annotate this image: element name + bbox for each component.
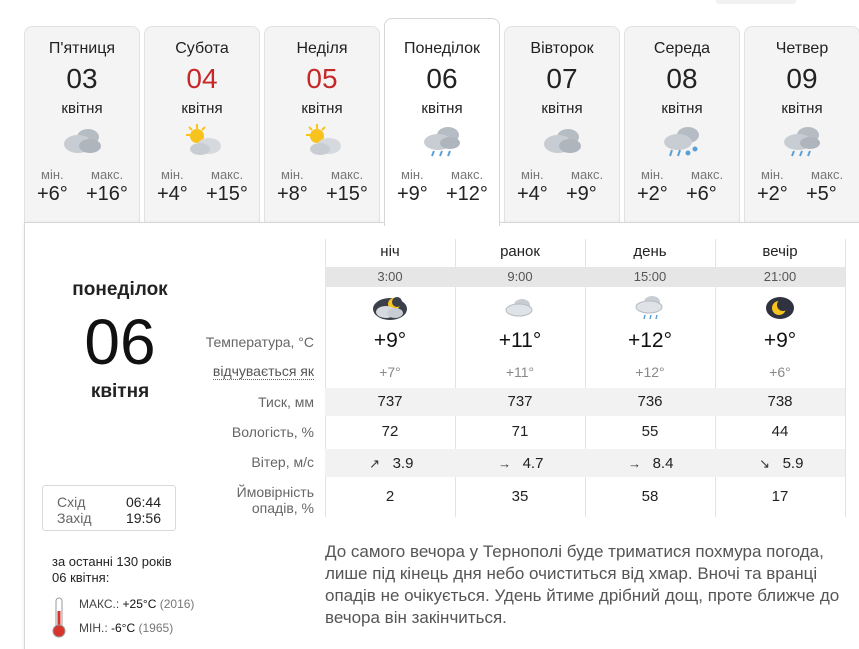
- cloudy-icon: [542, 122, 584, 160]
- tab-day-number: 04: [186, 63, 218, 94]
- period-wind: [585, 455, 715, 472]
- tab-weekday: Субота: [175, 40, 229, 57]
- wind-label: Вітер, м/с: [251, 454, 314, 470]
- selected-weekday: понеділок: [72, 279, 168, 300]
- precipitation-label-line2: опадів, %: [251, 500, 314, 516]
- column-divider: [845, 239, 846, 517]
- period-wind: [455, 455, 585, 472]
- period-precipitation: 17: [771, 488, 789, 505]
- tab-min-temp: +4°: [157, 183, 188, 205]
- tab-month: квітня: [781, 100, 823, 117]
- partly-sunny-icon: [182, 122, 224, 160]
- tab-weekday: Вівторок: [530, 40, 594, 57]
- tab-max-temp: +6°: [686, 183, 717, 205]
- wind-speed: 3.9: [392, 455, 414, 472]
- light-rain-icon: [631, 293, 669, 323]
- sunrise-time: 06:44: [125, 494, 161, 510]
- period-pressure: 737: [377, 393, 403, 410]
- history-date: 06 квітня:: [52, 570, 110, 585]
- tab-month: квітня: [301, 100, 343, 117]
- period-humidity: 44: [771, 423, 789, 440]
- period-name: день: [633, 243, 667, 260]
- tab-min-temp: +8°: [277, 183, 308, 205]
- wind-direction-icon: ↗: [369, 456, 381, 471]
- tab-day-number: 06: [426, 63, 458, 94]
- period-time: 15:00: [633, 269, 667, 284]
- day-tab-0[interactable]: [24, 26, 140, 222]
- precipitation-label: [237, 484, 314, 516]
- tab-max-temp: +16°: [86, 183, 128, 205]
- period-temperature: +9°: [373, 329, 407, 352]
- day-tab-2[interactable]: [264, 26, 380, 222]
- tab-month: квітня: [421, 100, 463, 117]
- tab-day-number: 03: [66, 63, 98, 94]
- humidity-label: Вологість, %: [231, 424, 314, 440]
- history-max-label: МАКС.:: [79, 597, 120, 611]
- tab-min-temp: +2°: [637, 183, 668, 205]
- selected-month: квітня: [90, 381, 150, 402]
- period-feels-like: +12°: [635, 364, 665, 380]
- period-temperature: +11°: [498, 329, 542, 352]
- tab-min-temp: +2°: [757, 183, 788, 205]
- period-precipitation: 35: [511, 488, 529, 505]
- night-cloudy-icon: [371, 293, 409, 323]
- tab-min-temp: +4°: [517, 183, 548, 205]
- day-tab-3[interactable]: [384, 18, 500, 226]
- tab-max-temp: +9°: [566, 183, 597, 205]
- partly-sunny-icon: [302, 122, 344, 160]
- day-detail-panel: [24, 222, 859, 649]
- snow-rain-icon: [662, 122, 704, 160]
- period-humidity: 71: [511, 423, 529, 440]
- tab-max-label: макс.: [571, 167, 604, 182]
- day-tab-4[interactable]: [504, 26, 620, 222]
- temperature-label: Температура, °С: [205, 334, 314, 350]
- wind-speed: 4.7: [522, 455, 544, 472]
- period-wind: [715, 455, 845, 472]
- day-tabs: [24, 26, 859, 222]
- period-icon-cell: [455, 293, 585, 323]
- tab-max-temp: +15°: [206, 183, 248, 205]
- period-pressure: 736: [637, 393, 663, 410]
- tab-max-label: макс.: [331, 167, 364, 182]
- wind-direction-icon: →: [498, 456, 512, 471]
- period-name: ніч: [380, 243, 400, 260]
- tab-max-temp: +12°: [446, 183, 488, 205]
- forecast-description: До самого вечора у Тернополі буде триматися похмура погода, лише під кінець дня небо очиститься від хмар. Вночі та вранці опадів не очікується. Удень йтиме дрібний дощ, проте ближче до вечора він закінчиться.: [325, 542, 840, 627]
- tab-min-temp: +9°: [397, 183, 428, 205]
- tab-month: квітня: [661, 100, 703, 117]
- tab-weekday: Середа: [653, 40, 711, 57]
- period-feels-like: +7°: [379, 364, 401, 380]
- tab-max-label: макс.: [211, 167, 244, 182]
- tab-min-label: мін.: [761, 167, 784, 182]
- selected-day-number: 06: [84, 306, 156, 378]
- tab-min-temp: +6°: [37, 183, 68, 205]
- sunset-label: Захід: [57, 510, 92, 526]
- period-temperature: +12°: [627, 329, 673, 352]
- cloudy-icon: [62, 122, 104, 160]
- period-icon-cell: [715, 293, 845, 323]
- period-time: 21:00: [763, 269, 797, 284]
- cloud-icon: [501, 293, 539, 323]
- period-time: 9:00: [507, 269, 533, 284]
- tab-month: квітня: [61, 100, 103, 117]
- history-min-year: (1965): [138, 621, 174, 635]
- tab-max-label: макс.: [91, 167, 124, 182]
- period-feels-like: +11°: [505, 364, 535, 380]
- wind-direction-icon: ↘: [759, 456, 771, 471]
- period-icon-cell: [585, 293, 715, 323]
- moon-icon: [761, 293, 799, 323]
- period-name: вечір: [762, 243, 798, 260]
- feels-like-label[interactable]: відчувається як: [212, 363, 314, 379]
- sunset-time: 19:56: [125, 510, 161, 526]
- tab-max-label: макс.: [451, 167, 484, 182]
- thermometer-icon: [52, 597, 66, 639]
- period-time: 3:00: [377, 269, 403, 284]
- tab-min-label: мін.: [641, 167, 664, 182]
- tab-month: квітня: [541, 100, 583, 117]
- pressure-label: Тиск, мм: [258, 394, 314, 410]
- tab-max-label: макс.: [811, 167, 844, 182]
- day-tab-5[interactable]: [624, 26, 740, 222]
- history-max: [79, 597, 194, 611]
- period-name: ранок: [500, 243, 540, 260]
- rain-cloud-icon: [422, 122, 464, 160]
- history-min-value: -6°C: [111, 621, 136, 635]
- tab-weekday: Неділя: [296, 40, 348, 57]
- sunrise-label: Схід: [57, 494, 86, 510]
- history-heading: за останні 130 років: [52, 554, 172, 569]
- top-bar-stub: [716, 0, 796, 4]
- precipitation-label-line1: Ймовірність: [236, 484, 314, 500]
- tab-min-label: мін.: [281, 167, 304, 182]
- tab-max-temp: +5°: [806, 183, 837, 205]
- wind-speed: 8.4: [652, 455, 674, 472]
- period-precipitation: 58: [641, 488, 659, 505]
- tab-day-number: 05: [306, 63, 338, 94]
- sunrise-sunset-box: [42, 485, 176, 531]
- tab-max-temp: +15°: [326, 183, 368, 205]
- period-humidity: 55: [641, 423, 659, 440]
- rain-cloud-icon: [782, 122, 824, 160]
- day-tab-6[interactable]: [744, 26, 859, 222]
- period-icon-cell: [325, 293, 455, 323]
- history-min: [79, 621, 173, 635]
- tab-day-number: 09: [786, 63, 818, 94]
- history-min-label: МІН.:: [79, 621, 108, 635]
- period-temperature: +9°: [763, 329, 797, 352]
- tab-month: квітня: [181, 100, 223, 117]
- tab-day-number: 08: [666, 63, 698, 94]
- period-pressure: 738: [767, 393, 793, 410]
- tab-day-number: 07: [546, 63, 578, 94]
- tab-min-label: мін.: [521, 167, 544, 182]
- history-max-year: (2016): [159, 597, 195, 611]
- tab-min-label: мін.: [161, 167, 184, 182]
- tab-min-label: мін.: [41, 167, 64, 182]
- tab-weekday: Четвер: [775, 40, 829, 57]
- period-wind: [325, 455, 455, 472]
- tab-weekday: Понеділок: [403, 40, 481, 57]
- period-humidity: 72: [381, 423, 399, 440]
- period-feels-like: +6°: [769, 364, 791, 380]
- period-precipitation: 2: [385, 488, 395, 505]
- history-max-value: +25°C: [122, 597, 157, 611]
- wind-direction-icon: →: [628, 456, 642, 471]
- day-tab-1[interactable]: [144, 26, 260, 222]
- wind-speed: 5.9: [782, 455, 804, 472]
- period-pressure: 737: [507, 393, 533, 410]
- tab-max-label: макс.: [691, 167, 724, 182]
- tab-weekday: П'ятниця: [48, 40, 116, 57]
- tab-min-label: мін.: [401, 167, 424, 182]
